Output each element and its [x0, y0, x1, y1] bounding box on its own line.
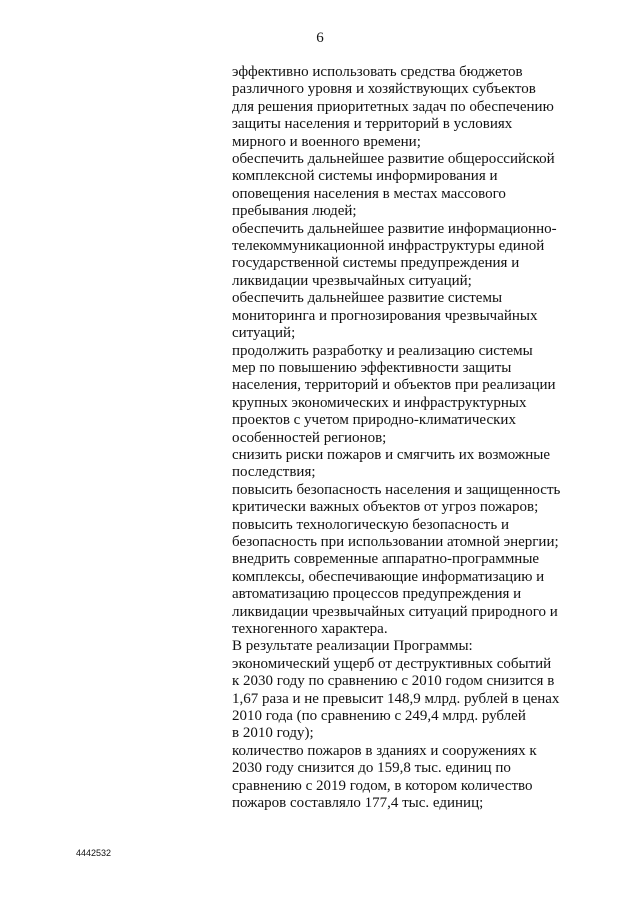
- text-line: крупных экономических и инфраструктурных: [232, 394, 527, 411]
- text-line: 1,67 раза и не превысит 148,9 млрд. рублей в ценах: [232, 690, 560, 707]
- text-line: повысить технологическую безопасность и: [232, 516, 509, 533]
- text-line: мониторинга и прогнозирования чрезвычайных: [232, 307, 538, 324]
- page-number: 6: [316, 30, 324, 46]
- text-line: для решения приоритетных задач по обеспечению: [232, 98, 554, 115]
- text-line: оповещения населения в местах массового: [232, 185, 506, 202]
- text-line: комплексы, обеспечивающие информатизацию и: [232, 568, 545, 585]
- text-line: экономический ущерб от деструктивных событий: [232, 655, 552, 672]
- text-line: мер по повышению эффективности защиты: [232, 359, 512, 376]
- text-line: населения, территорий и объектов при реализации: [232, 377, 556, 394]
- text-line: повысить безопасность населения и защищенность: [232, 481, 561, 498]
- text-line: ликвидации чрезвычайных ситуаций природного и: [232, 603, 558, 620]
- text-line: государственной системы предупреждения и: [232, 255, 520, 272]
- text-line: различного уровня и хозяйствующих субъектов: [232, 81, 536, 98]
- text-line: критически важных объектов от угроз пожаров;: [232, 499, 539, 516]
- text-line: последствия;: [232, 464, 316, 481]
- text-line: обеспечить дальнейшее развитие информационно-: [232, 220, 557, 237]
- text-line: к 2030 году по сравнению с 2010 годом снизится в: [232, 673, 555, 690]
- text-line: сравнению с 2019 годом, в котором количество: [232, 777, 533, 794]
- text-line: обеспечить дальнейшее развитие общероссийской: [232, 151, 555, 168]
- text-line: автоматизацию процессов предупреждения и: [232, 586, 522, 603]
- text-line: мирного и военного времени;: [232, 133, 421, 150]
- text-line: В результате реализации Программы:: [232, 638, 473, 655]
- text-line: внедрить современные аппаратно-программные: [232, 551, 540, 568]
- text-line: ситуаций;: [232, 325, 296, 342]
- text-line: в 2010 году);: [232, 725, 314, 742]
- text-line: 2030 году снизится до 159,8 тыс. единиц по: [232, 760, 511, 777]
- text-line: пожаров составляло 177,4 тыс. единиц;: [232, 795, 484, 812]
- text-line: комплексной системы информирования и: [232, 168, 498, 185]
- text-line: обеспечить дальнейшее развитие системы: [232, 290, 503, 307]
- text-line: особенностей регионов;: [232, 429, 387, 446]
- text-line: снизить риски пожаров и смягчить их возможные: [232, 446, 550, 463]
- text-line: количество пожаров в зданиях и сооружениях к: [232, 742, 537, 759]
- text-line: проектов с учетом природно-климатических: [232, 412, 516, 429]
- document-body: [232, 64, 572, 812]
- text-line: защиты населения и территорий в условиях: [232, 116, 513, 133]
- text-line: телекоммуникационной инфраструктуры единой: [232, 238, 545, 255]
- text-line: пребывания людей;: [232, 203, 357, 220]
- text-line: безопасность при использовании атомной энергии;: [232, 533, 559, 550]
- text-line: продолжить разработку и реализацию системы: [232, 342, 533, 359]
- text-line: техногенного характера.: [232, 621, 388, 637]
- text-line: 2010 года (по сравнению с 249,4 млрд. рублей: [232, 708, 526, 725]
- text-line: эффективно использовать средства бюджетов: [232, 64, 523, 80]
- document-code: 4442532: [76, 848, 112, 858]
- text-line: ликвидации чрезвычайных ситуаций;: [232, 272, 472, 289]
